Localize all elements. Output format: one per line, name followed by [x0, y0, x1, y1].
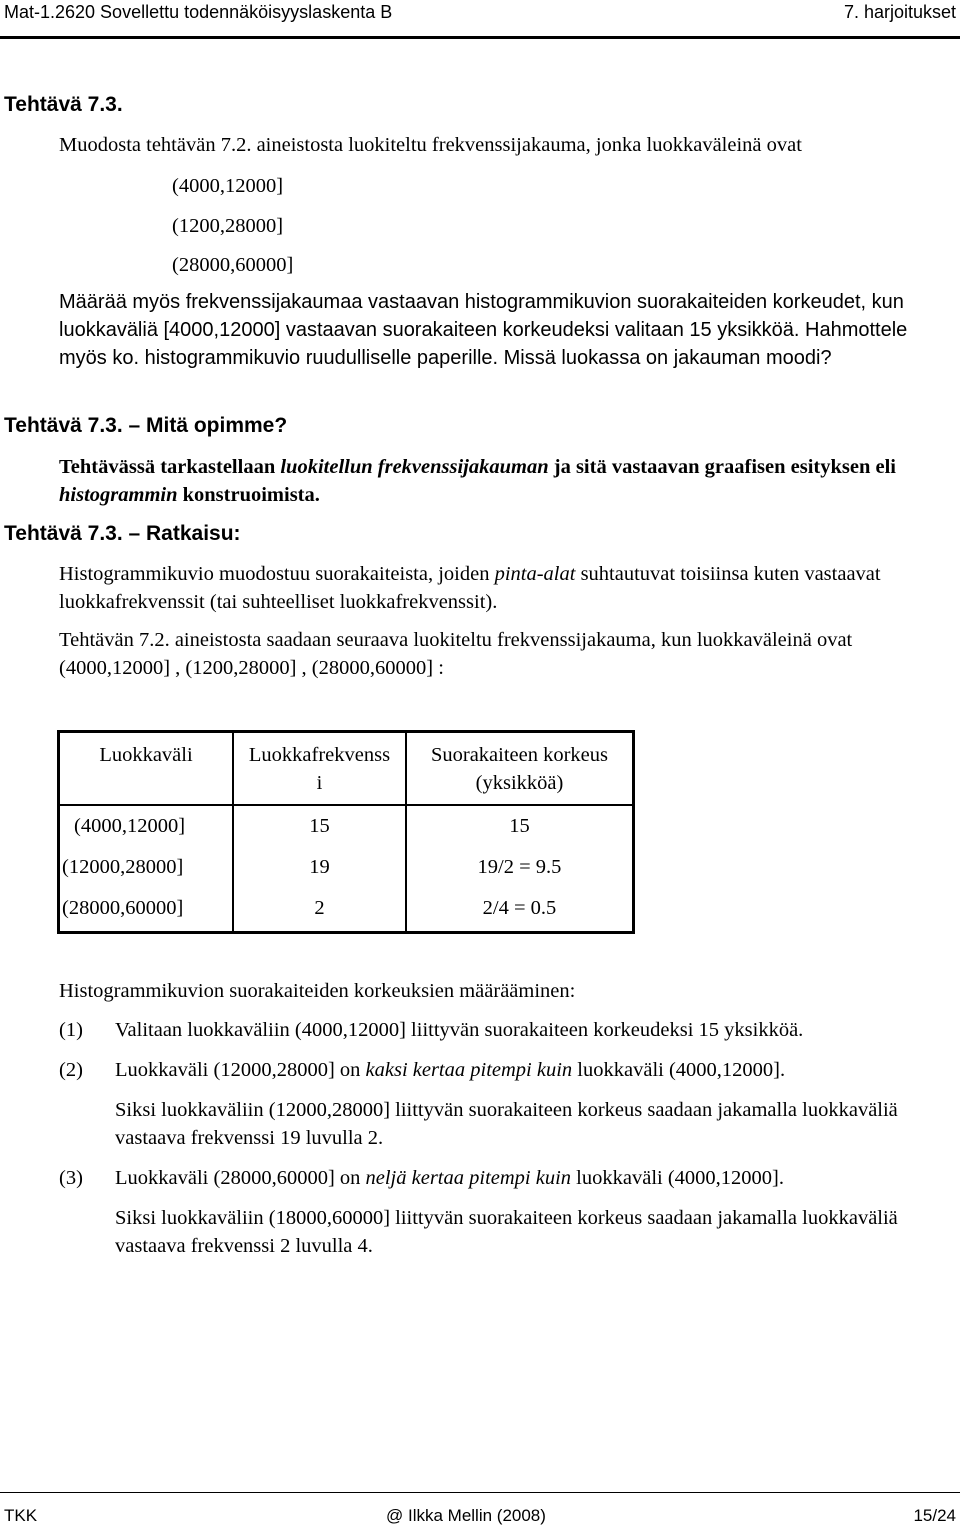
solution-text-1b: suhtautuvat toisiinsa kuten vastaavat luokkafrekvenssit (tai suhteelliset luokkafrekvenssit).: [59, 563, 881, 613]
item-2-text-b: luokkaväli (4000,12000].: [572, 1059, 786, 1081]
interval-1: (4000,12000]: [172, 175, 284, 197]
item-3-number: (3): [59, 1167, 83, 1189]
table-row-3-height: 2/4 = 0.5: [482, 897, 557, 919]
frequency-table: [57, 730, 635, 934]
interval-2: (1200,28000]: [172, 215, 284, 237]
item-3-text: [115, 1164, 935, 1192]
table-row-2-height: 19/2 = 9.5: [477, 856, 562, 878]
table-header-frequency-line2: i: [316, 772, 323, 794]
solution-text-1a: Histogrammikuvio muodostuu suorakaiteista, joiden: [59, 563, 495, 585]
item-3-text-a: Luokkaväli (28000,60000] on: [115, 1167, 366, 1189]
learn-text-1: Tehtävässä tarkastellaan: [59, 456, 281, 478]
learn-text-3: konstruoimista.: [177, 484, 320, 506]
item-1-number: (1): [59, 1019, 83, 1041]
solution-title: Tehtävä 7.3. – Ratkaisu:: [4, 522, 241, 545]
task-intro: Muodosta tehtävän 7.2. aineistosta luokiteltu frekvenssijakauma, jonka luokkaväleinä ovat: [59, 134, 802, 156]
table-header-rule: [60, 804, 632, 806]
table-row-1-height: 15: [509, 815, 530, 837]
footer-page: 15/24: [913, 1506, 956, 1525]
heights-title: Histogrammikuvion suorakaiteiden korkeuksien määrääminen:: [59, 980, 576, 1002]
header-rule: [0, 36, 960, 39]
table-header-frequency-line1: Luokkafrekvenss: [248, 744, 391, 766]
footer-rule: [0, 1492, 960, 1493]
learn-emphasis-1: luokitellun frekvenssijakauman: [280, 456, 549, 478]
table-header-frequency: [234, 741, 405, 797]
table-row-2-interval: (12000,28000]: [62, 856, 184, 878]
table-header-height-line1: Suorakaiteen korkeus: [430, 744, 609, 766]
header-section: 7. harjoitukset: [843, 2, 956, 22]
header-course: Mat-1.2620 Sovellettu todennäköisyyslaskenta B: [4, 2, 393, 22]
item-2-number: (2): [59, 1059, 83, 1081]
learn-text-2: ja sitä vastaavan graafisen esityksen eli: [548, 456, 896, 478]
table-row-1-frequency: 15: [309, 815, 330, 837]
solution-paragraph-1: [59, 560, 939, 616]
interval-3: (28000,60000]: [172, 254, 294, 276]
footer-org: TKK: [4, 1506, 38, 1525]
item-1-text: Valitaan luokkaväliin (4000,12000] liittyvän suorakaiteen korkeudeksi 15 yksikköä.: [115, 1019, 804, 1041]
solution-paragraph-2: Tehtävän 7.2. aineistosta saadaan seuraava luokiteltu frekvenssijakauma, kun luokkaväleinä ovat (4000,12000] , (1200,28000] , (28000,60000] :: [59, 629, 853, 679]
table-row-1-interval: (4000,12000]: [74, 815, 186, 837]
solution-emphasis: pinta-alat: [494, 563, 576, 585]
table-row-2-frequency: 19: [309, 856, 330, 878]
footer-author: @ Ilkka Mellin (2008): [386, 1506, 546, 1525]
task-question: Määrää myös frekvenssijakaumaa vastaavan histogrammikuvion suorakaiteiden korkeudet, kun luokkaväliä [4000,12000] vastaavan suorakaiteen korkeudeksi valitaan 15 yksikköä. Hahmottele myös ko. histogrammikuvio ruudulliselle paperille. Missä luokassa on jakauman moodi?: [59, 291, 908, 369]
task-title: Tehtävä 7.3.: [4, 93, 123, 116]
learn-title: Tehtävä 7.3. – Mitä opimme?: [4, 414, 288, 437]
learn-paragraph: [59, 453, 939, 509]
item-3-text-b: luokkaväli (4000,12000].: [571, 1167, 784, 1189]
item-2-emphasis: kaksi kertaa pitempi kuin: [365, 1059, 573, 1081]
item-3-continuation: Siksi luokkaväliin (18000,60000] liittyvän suorakaiteen korkeus saadaan jakamalla luokkaväliä vastaava frekvenssi 2 luvulla 4.: [115, 1207, 898, 1257]
table-header-height-line2: (yksikköä): [475, 772, 564, 794]
table-header-height: [407, 741, 632, 797]
item-2-text: [115, 1056, 935, 1084]
item-3-emphasis: neljä kertaa pitempi kuin: [365, 1167, 572, 1189]
learn-emphasis-2: histogrammin: [59, 484, 178, 506]
table-row-3-interval: (28000,60000]: [62, 897, 184, 919]
item-2-continuation: Siksi luokkaväliin (12000,28000] liittyvän suorakaiteen korkeus saadaan jakamalla luokkaväliä vastaava frekvenssi 19 luvulla 2.: [115, 1099, 898, 1149]
item-2-text-a: Luokkaväli (12000,28000] on: [115, 1059, 366, 1081]
table-header-interval: Luokkaväli: [99, 744, 193, 766]
table-row-3-frequency: 2: [314, 897, 325, 919]
